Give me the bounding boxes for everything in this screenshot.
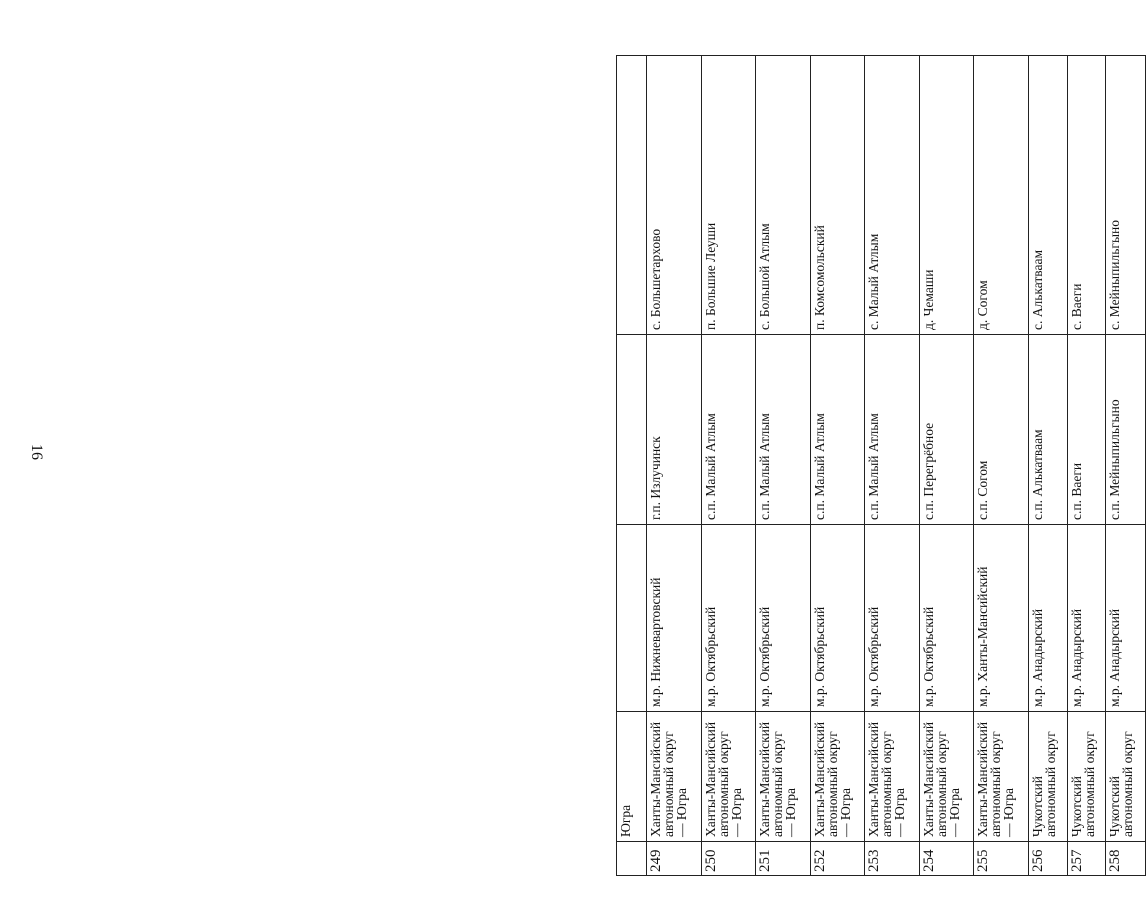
region-cell: Ханты-Мансийский автономный округ — Югра xyxy=(974,712,1028,842)
row-number-cell: 253 xyxy=(865,842,919,876)
table-continuation-row xyxy=(617,56,647,876)
row-number-cell: 252 xyxy=(810,842,864,876)
locality-cell: п. Комсомольский xyxy=(810,56,864,335)
row-number-cell: 250 xyxy=(701,842,755,876)
empty-cell xyxy=(617,842,647,876)
district-cell: м.р. Анадырский xyxy=(1068,525,1106,712)
region-cell: Чукотский автономный округ xyxy=(1106,712,1146,842)
settlements-table xyxy=(616,55,1146,876)
region-cell: Ханты-Мансийский автономный округ — Югра xyxy=(701,712,755,842)
district-cell: м.р. Октябрьский xyxy=(756,525,810,712)
row-number-cell: 254 xyxy=(919,842,973,876)
empty-cell xyxy=(617,525,647,712)
district-cell: м.р. Ханты-Мансийский xyxy=(974,525,1028,712)
settlement-cell: с.п. Согом xyxy=(974,335,1028,525)
region-cell: Чукотский автономный округ xyxy=(1068,712,1106,842)
district-cell: м.р. Октябрьский xyxy=(810,525,864,712)
settlement-cell: с.п. Мейныпильгыно xyxy=(1106,335,1146,525)
settlement-cell: с.п. Малый Атлым xyxy=(865,335,919,525)
table-row xyxy=(1106,56,1146,876)
locality-cell: д. Чемаши xyxy=(919,56,973,335)
region-cell: Ханты-Мансийский автономный округ — Югра xyxy=(865,712,919,842)
table-row xyxy=(1068,56,1106,876)
settlement-cell: с.п. Малый Атлым xyxy=(756,335,810,525)
settlement-cell: с.п. Малый Атлым xyxy=(810,335,864,525)
row-number-cell: 249 xyxy=(647,842,701,876)
empty-cell xyxy=(617,56,647,335)
settlement-cell: с.п. Перегрёбное xyxy=(919,335,973,525)
table-row xyxy=(919,56,973,876)
row-number-cell: 257 xyxy=(1068,842,1106,876)
district-cell: м.р. Октябрьский xyxy=(865,525,919,712)
locality-cell: с. Алькатваам xyxy=(1028,56,1068,335)
settlement-cell: с.п. Ваеги xyxy=(1068,335,1106,525)
table-container xyxy=(616,56,1146,876)
row-number-cell: 255 xyxy=(974,842,1028,876)
continued-region-cell: Югра xyxy=(617,712,647,842)
row-number-cell: 251 xyxy=(756,842,810,876)
table-row xyxy=(810,56,864,876)
region-cell: Ханты-Мансийский автономный округ — Югра xyxy=(756,712,810,842)
table-row xyxy=(1028,56,1068,876)
locality-cell: с. Большой Атлым xyxy=(756,56,810,335)
page-number: 16 xyxy=(28,444,45,460)
district-cell: м.р. Анадырский xyxy=(1106,525,1146,712)
table-row xyxy=(647,56,701,876)
locality-cell: п. Большие Леуши xyxy=(701,56,755,335)
empty-cell xyxy=(617,335,647,525)
district-cell: м.р. Октябрьский xyxy=(919,525,973,712)
district-cell: м.р. Анадырский xyxy=(1028,525,1068,712)
locality-cell: с. Большетархово xyxy=(647,56,701,335)
locality-cell: с. Малый Атлым xyxy=(865,56,919,335)
region-cell: Ханты-Мансийский автономный округ — Югра xyxy=(647,712,701,842)
locality-cell: с. Мейныпильгыно xyxy=(1106,56,1146,335)
row-number-cell: 258 xyxy=(1106,842,1146,876)
locality-cell: с. Ваеги xyxy=(1068,56,1106,335)
settlement-cell: г.п. Излучинск xyxy=(647,335,701,525)
table-row xyxy=(865,56,919,876)
district-cell: м.р. Октябрьский xyxy=(701,525,755,712)
settlement-cell: с.п. Малый Атлым xyxy=(701,335,755,525)
row-number-cell: 256 xyxy=(1028,842,1068,876)
region-cell: Ханты-Мансийский автономный округ — Югра xyxy=(919,712,973,842)
table-row xyxy=(701,56,755,876)
table-row xyxy=(974,56,1028,876)
locality-cell: д. Согом xyxy=(974,56,1028,335)
region-cell: Ханты-Мансийский автономный округ — Югра xyxy=(810,712,864,842)
table-row xyxy=(756,56,810,876)
settlement-cell: с.п. Алькатваам xyxy=(1028,335,1068,525)
district-cell: м.р. Нижневартовский xyxy=(647,525,701,712)
region-cell: Чукотский автономный округ xyxy=(1028,712,1068,842)
